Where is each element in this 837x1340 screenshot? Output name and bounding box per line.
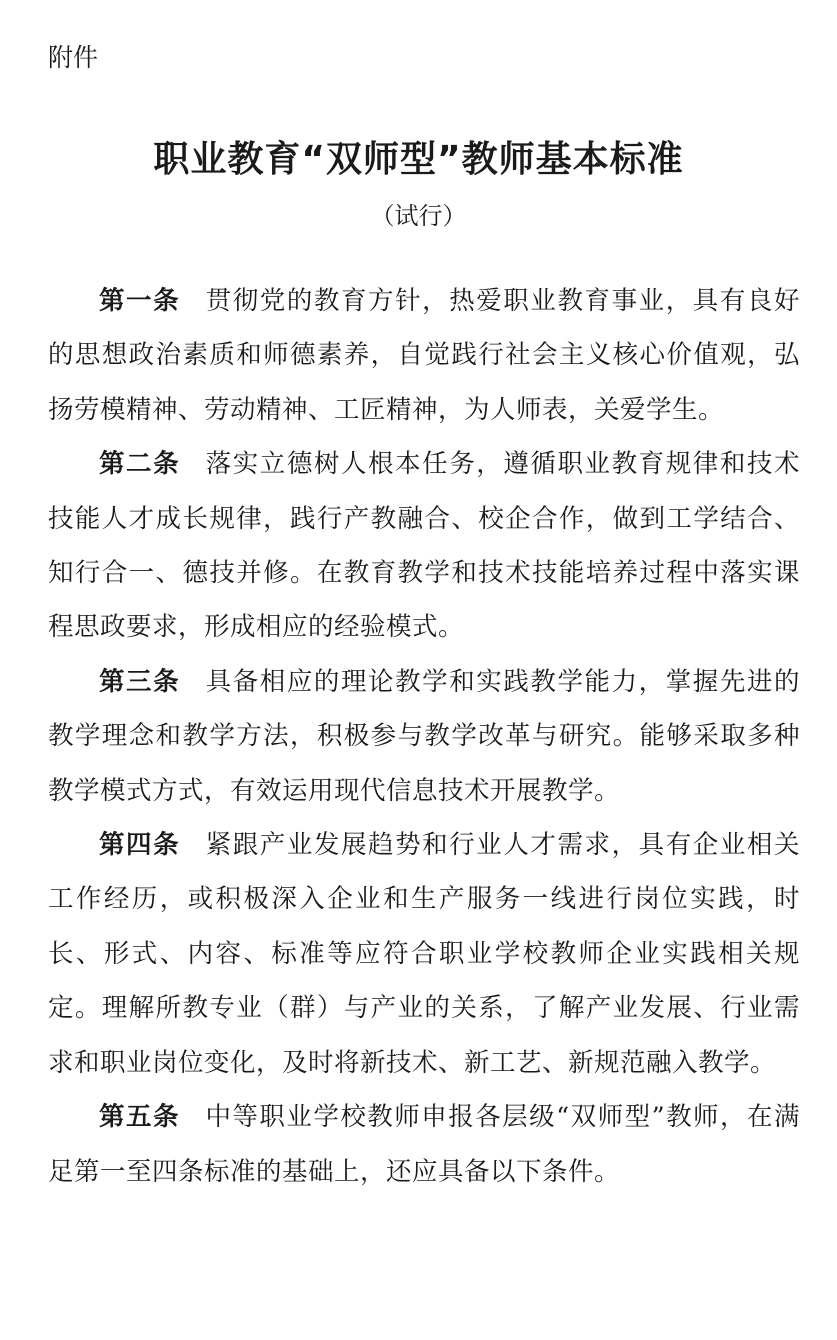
article-text: 中等职业学校教师申报各层级“双师型”教师，在满足第一至四条标准的基础上，还应具备以下条件。 [48, 1102, 800, 1187]
article-3 [48, 655, 800, 818]
article-text: 贯彻党的教育方针，热爱职业教育事业，具有良好的思想政治素质和师德素养，自觉践行社会主义核心价值观，弘扬劳模精神、劳动精神、工匠精神，为人师表，关爱学生。 [48, 286, 800, 425]
document-title: 职业教育“双师型”教师基本标准 [153, 139, 684, 180]
articles-body [48, 274, 800, 1199]
article-label: 第三条 [99, 666, 181, 697]
article-label: 第二条 [99, 449, 181, 480]
article-label: 第四条 [99, 830, 181, 861]
attachment-label: 附件 [48, 43, 99, 72]
article-label: 第五条 [99, 1102, 180, 1133]
article-text: 落实立德树人根本任务，遵循职业教育规律和技术技能人才成长规律，践行产教融合、校企合作，做到工学结合、知行合一、德技并修。在教育教学和技术技能培养过程中落实课程思政要求，形成相应的经验模式。 [48, 449, 800, 643]
document-subtitle: （试行） [370, 202, 467, 230]
article-2 [48, 437, 800, 655]
article-label: 第一条 [99, 286, 181, 316]
article-text: 紧跟产业发展趋势和行业人才需求，具有企业相关工作经历，或积极深入企业和生产服务一线进行岗位实践，时长、形式、内容、标准等应符合职业学校教师企业实践相关规定。理解所教专业（群）与产业的关系，了解产业发展、行业需求和职业岗位变化，及时将新技术、新工艺、新规范融入教学。 [48, 830, 800, 1078]
article-1 [48, 274, 800, 437]
article-text: 具备相应的理论教学和实践教学能力，掌握先进的教学理念和教学方法，积极参与教学改革与研究。能够采取多种教学模式方式，有效运用现代信息技术开展教学。 [48, 666, 800, 806]
article-5 [48, 1090, 800, 1199]
article-4 [48, 818, 800, 1090]
